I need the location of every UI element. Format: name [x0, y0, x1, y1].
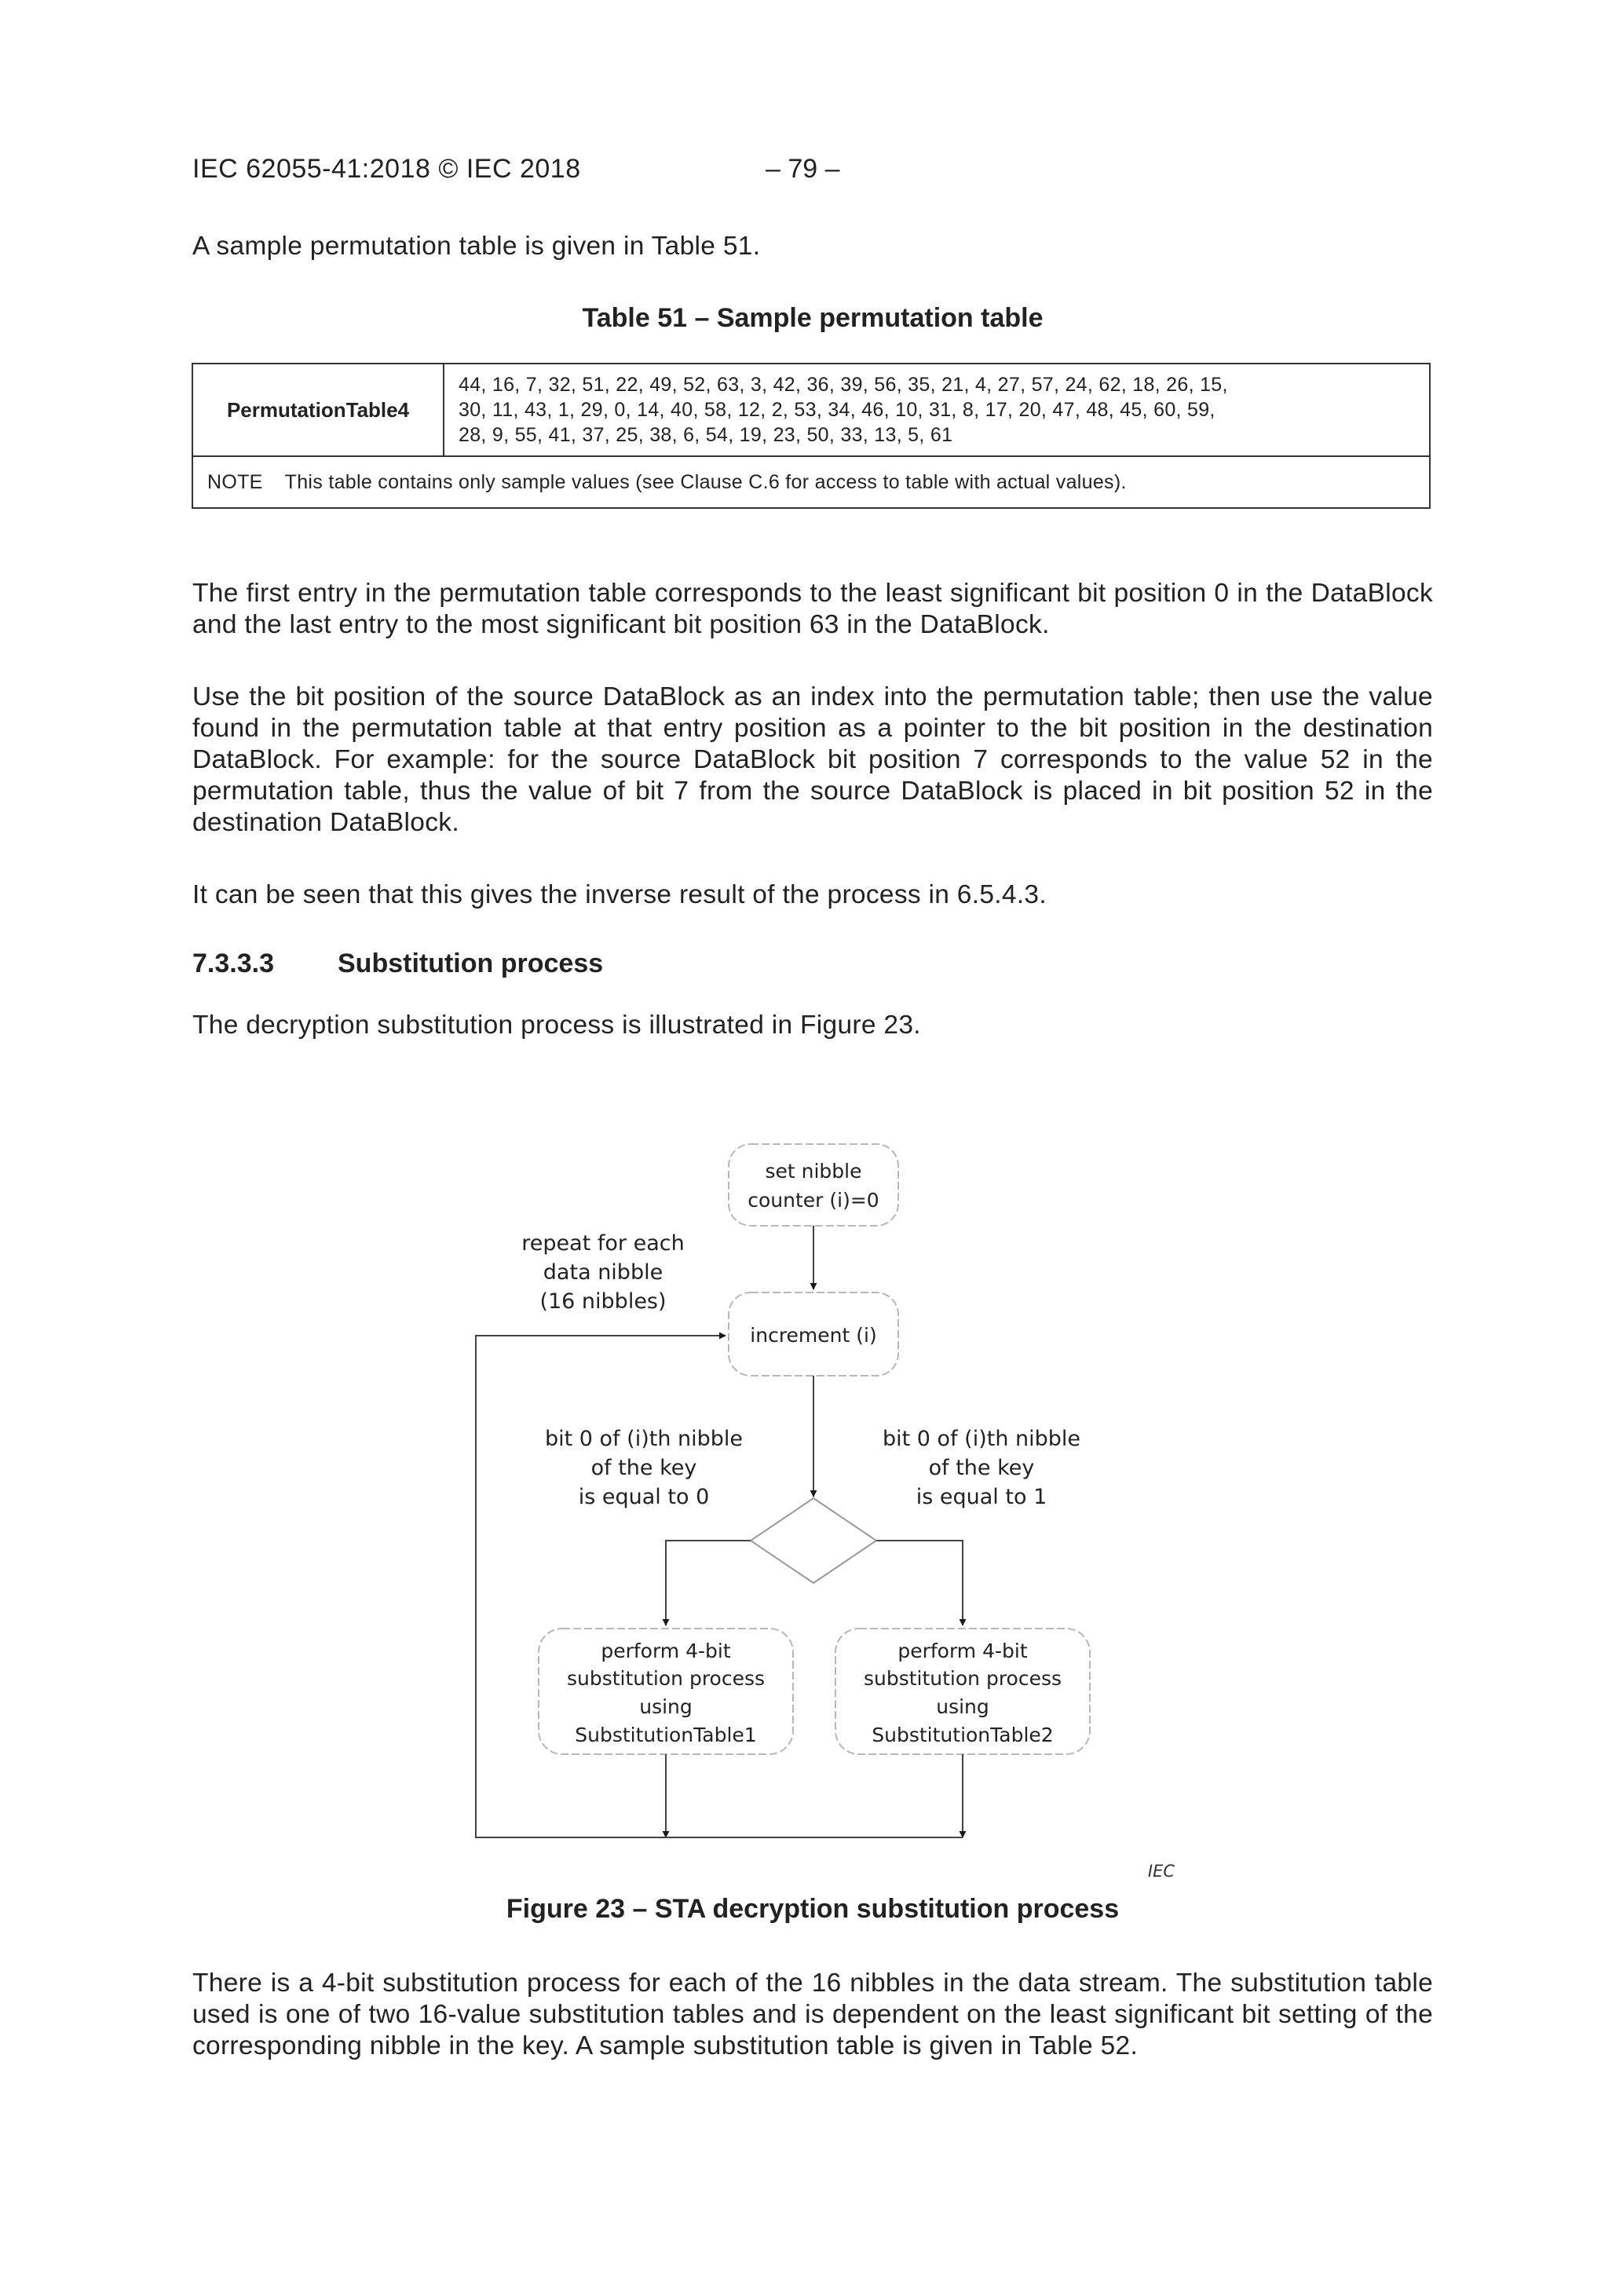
values-line-2: 30, 11, 43, 1, 29, 0, 14, 40, 58, 12, 2, 53, 34, 46, 10, 31, 8, 17, 20, 47, 48, 45, 60, 59,	[459, 399, 1215, 421]
right-process-line-3: using	[936, 1695, 989, 1718]
values-line-1: 44, 16, 7, 32, 51, 22, 49, 52, 63, 3, 42, 36, 39, 56, 35, 21, 4, 27, 57, 24, 62, 18, 26, 15,	[459, 374, 1228, 396]
start-box	[729, 1144, 898, 1226]
increment-box-label: increment (i)	[750, 1324, 877, 1347]
left-condition-label	[545, 1427, 743, 1509]
figure-23-caption: Figure 23 – STA decryption substitution process	[506, 1894, 1120, 1924]
start-box-line-2: counter (i)=0	[748, 1189, 879, 1212]
left-process-box	[539, 1629, 793, 1754]
increment-box	[729, 1292, 898, 1376]
loop-label-line-2: data nibble	[543, 1260, 663, 1285]
values-line-3: 28, 9, 55, 41, 37, 25, 38, 6, 54, 19, 23, 50, 33, 13, 5, 61	[459, 424, 953, 446]
section-title: Substitution process	[338, 949, 604, 978]
right-condition-label	[883, 1427, 1080, 1509]
left-condition-line-2: of the key	[590, 1456, 697, 1480]
arrow-decision-to-right-process	[876, 1541, 963, 1625]
paragraph-index-usage: Use the bit position of the source DataBlock as an index into the permutation table; then use the value found in the permutation table at that entry position as a pointer to the bit position in the destination DataBlock. For example: for the source DataBlock bit position 7 corresponds to the value 52 in the permutation table, thus the value of bit 7 from the source DataBlock is placed in bit position 52 in the destination DataBlock.	[192, 682, 1433, 837]
start-box-line-1: set nibble	[765, 1160, 862, 1183]
paragraph-inverse-result: It can be seen that this gives the inverse result of the process in 6.5.4.3.	[192, 880, 1047, 909]
figure-intro-paragraph: The decryption substitution process is illustrated in Figure 23.	[192, 1011, 921, 1040]
iec-source-mark: IEC	[1147, 1862, 1175, 1881]
left-condition-line-3: is equal to 0	[578, 1485, 710, 1509]
arrow-decision-to-left-process	[666, 1541, 751, 1625]
paragraph-bit-order: The first entry in the permutation table corresponds to the least significant bit position 0 in the DataBlock and the last entry to the most significant bit position 63 in the DataBlock.	[192, 579, 1433, 639]
right-condition-line-2: of the key	[928, 1456, 1035, 1480]
page-header-standard: IEC 62055-41:2018 © IEC 2018	[192, 154, 581, 184]
right-process-box	[835, 1629, 1090, 1754]
loop-label	[521, 1231, 684, 1314]
page-number: – 79 –	[766, 154, 840, 184]
loop-label-line-3: (16 nibbles)	[539, 1289, 667, 1314]
loop-back-arrow	[476, 1336, 963, 1837]
left-process-line-4: SubstitutionTable1	[575, 1724, 757, 1746]
left-condition-line-1: bit 0 of (i)th nibble	[544, 1427, 744, 1451]
row-label: PermutationTable4	[192, 364, 444, 456]
left-process-line-1: perform 4-bit	[601, 1640, 731, 1662]
note-text: This table contains only sample values (see Clause C.6 for access to table with actual values).	[284, 470, 1127, 493]
note-label: NOTE	[207, 470, 263, 493]
right-condition-line-1: bit 0 of (i)th nibble	[882, 1427, 1081, 1451]
table-51-caption: Table 51 – Sample permutation table	[582, 303, 1044, 333]
decision-diamond	[751, 1498, 876, 1583]
loop-label-line-1: repeat for each	[521, 1231, 685, 1256]
right-condition-line-3: is equal to 1	[916, 1485, 1047, 1509]
left-process-line-3: using	[639, 1695, 693, 1718]
section-number: 7.3.3.3	[192, 949, 274, 978]
right-process-line-4: SubstitutionTable2	[872, 1724, 1054, 1746]
right-process-line-2: substitution process	[863, 1667, 1062, 1690]
right-process-line-1: perform 4-bit	[897, 1640, 1028, 1662]
closing-paragraph: There is a 4-bit substitution process for each of the 16 nibbles in the data stream. The substitution table used is one of two 16-value substitution tables and is dependent on the least significant bit setting of the corresponding nibble in the key. A sample substitution table is given in Table 52.	[192, 1969, 1433, 2060]
intro-paragraph: A sample permutation table is given in Table 51.	[192, 232, 761, 261]
left-process-line-2: substitution process	[566, 1667, 766, 1690]
